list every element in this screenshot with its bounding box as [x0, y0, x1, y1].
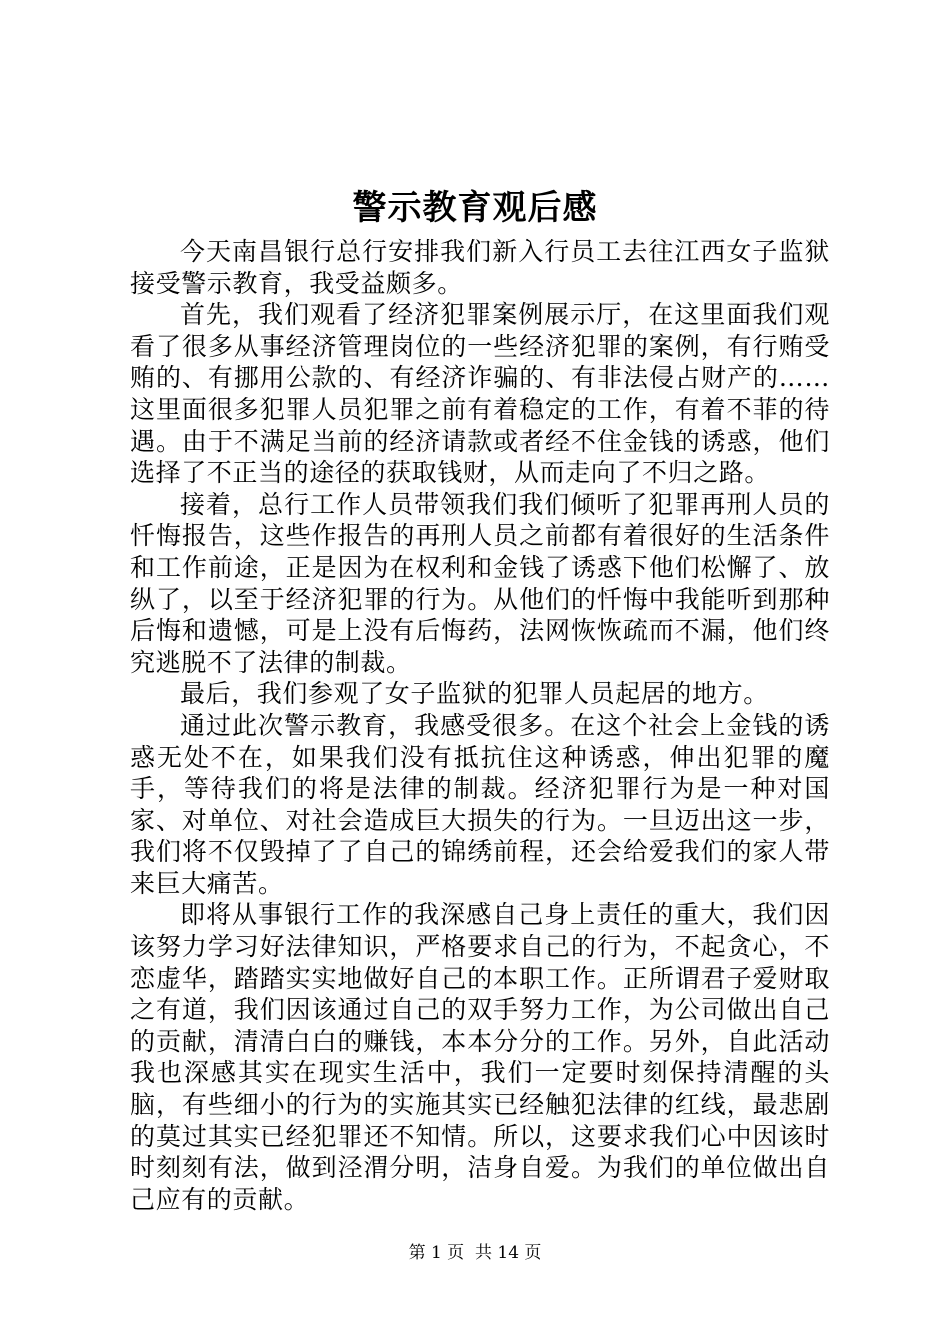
page-footer [0, 1241, 950, 1265]
paragraph-1: 今天南昌银行总行安排我们新入行员工去往江西女子监狱接受警示教育，我受益颇多。 [130, 237, 830, 298]
paragraph-4: 最后，我们参观了女子监狱的犯罪人员起居的地方。 [180, 679, 769, 709]
page-number: 第 1 页 共 14 页 [408, 1243, 542, 1263]
document-body [130, 236, 830, 1215]
paragraph-5: 通过此次警示教育，我感受很多。在这个社会上金钱的诱惑无处不在，如果我们没有抵抗住这种诱惑，伸出犯罪的魔手，等待我们的将是法律的制裁。经济犯罪行为是一种对国家、对单位、对社会造成巨大损失的行为。一旦迈出这一步，我们将不仅毁掉了了自己的锦绣前程，还会给爱我们的家人带来巨大痛苦。 [130, 710, 830, 898]
paragraph-3: 接着，总行工作人员带领我们我们倾听了犯罪再刑人员的忏悔报告，这些作报告的再刑人员之前都有着很好的生活条件和工作前途，正是因为在权利和金钱了诱惑下他们松懈了、放纵了，以至于经济犯罪的行为。从他们的忏悔中我能听到那种后悔和遗憾，可是上没有后悔药，法网恢恢疏而不漏，他们终究逃脱不了法律的制裁。 [130, 489, 830, 677]
document-title: 警示教育观后感 [352, 188, 598, 228]
paragraph-6: 即将从事银行工作的我深感自己身上责任的重大，我们因该努力学习好法律知识，严格要求自己的行为，不起贪心，不恋虚华，踏踏实实地做好自己的本职工作。正所谓君子爱财取之有道，我们因该通过自己的双手努力工作，为公司做出自己的贡献，清清白白的赚钱，本本分分的工作。另外，自此活动我也深感其实在现实生活中，我们一定要时刻保持清醒的头脑，有些细小的行为的实施其实已经触犯法律的红线，最悲剧的莫过其实已经犯罪还不知情。所以，这要求我们心中因该时时刻刻有法，做到泾渭分明，洁身自爱。为我们的单位做出自己应有的贡献。 [130, 900, 830, 1214]
paragraph-2: 首先，我们观看了经济犯罪案例展示厅，在这里面我们观看了很多从事经济管理岗位的一些经济犯罪的案例，有行贿受贿的、有挪用公款的、有经济诈骗的、有非法侵占财产的……这里面很多犯罪人员犯罪之前有着稳定的工作，有着不菲的待遇。由于不满足当前的经济请款或者经不住金钱的诱惑，他们选择了不正当的途径的获取钱财，从而走向了不归之路。 [130, 300, 830, 488]
